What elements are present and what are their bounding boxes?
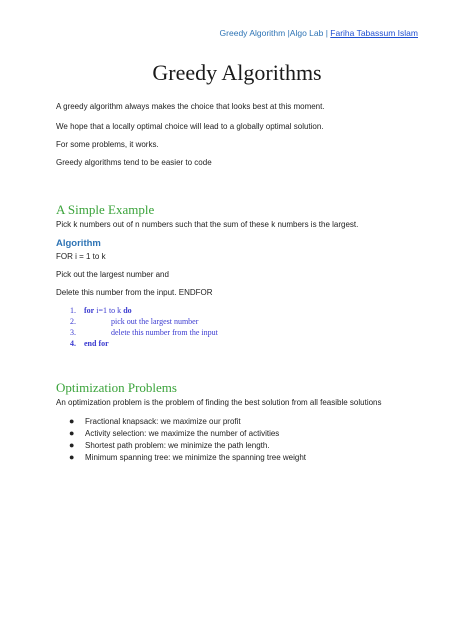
intro-line-4: Greedy algorithms tend to be easier to code — [56, 158, 212, 167]
pseudocode-keyword: for — [84, 306, 95, 315]
list-item-text: Fractional knapsack: we maximize our profit — [85, 417, 241, 426]
pseudocode-content — [84, 306, 132, 315]
intro-line-2: We hope that a locally optimal choice will lead to a globally optimal solution. — [56, 122, 324, 131]
algorithm-line-1: FOR i = 1 to k — [56, 252, 106, 261]
pseudocode-keyword: do — [123, 306, 132, 315]
algorithm-heading: Algorithm — [56, 238, 101, 249]
pseudocode-text: delete this number from the input — [111, 328, 218, 337]
pseudocode-number: 2. — [70, 317, 76, 326]
bullet-icon: ● — [69, 452, 75, 462]
pseudocode-text: pick out the largest number — [111, 317, 199, 326]
author-link[interactable]: Fariha Tabassum Islam — [330, 28, 418, 38]
bullet-icon: ● — [69, 440, 75, 450]
list-item-text: Activity selection: we maximize the number of activities — [85, 429, 280, 438]
bullet-icon: ● — [69, 416, 75, 426]
pseudocode-text: i=1 to k — [94, 306, 124, 315]
optimization-text: An optimization problem is the problem of finding the best solution from all feasible solutions — [56, 398, 382, 407]
simple-example-text: Pick k numbers out of n numbers such that the sum of these k numbers is the largest. — [56, 220, 359, 229]
algorithm-line-2: Pick out the largest number and — [56, 270, 169, 279]
header-prefix: Greedy Algorithm |Algo Lab | — [219, 28, 331, 38]
intro-line-1: A greedy algorithm always makes the choice that looks best at this moment. — [56, 102, 325, 111]
algorithm-line-3: Delete this number from the input. ENDFOR — [56, 288, 213, 297]
list-item-text: Minimum spanning tree: we minimize the spanning tree weight — [85, 453, 306, 462]
optimization-heading: Optimization Problems — [56, 380, 177, 395]
simple-example-heading: A Simple Example — [56, 202, 155, 217]
pseudocode-keyword: end for — [84, 339, 109, 348]
intro-line-3: For some problems, it works. — [56, 140, 159, 149]
page-header — [220, 28, 418, 38]
bullet-icon: ● — [69, 428, 75, 438]
pseudocode-number: 4. — [70, 339, 76, 348]
document-title: Greedy Algorithms — [152, 60, 322, 85]
list-item-text: Shortest path problem: we minimize the path length. — [85, 441, 270, 450]
pseudocode-number: 1. — [70, 306, 76, 315]
pseudocode-number: 3. — [70, 328, 76, 337]
